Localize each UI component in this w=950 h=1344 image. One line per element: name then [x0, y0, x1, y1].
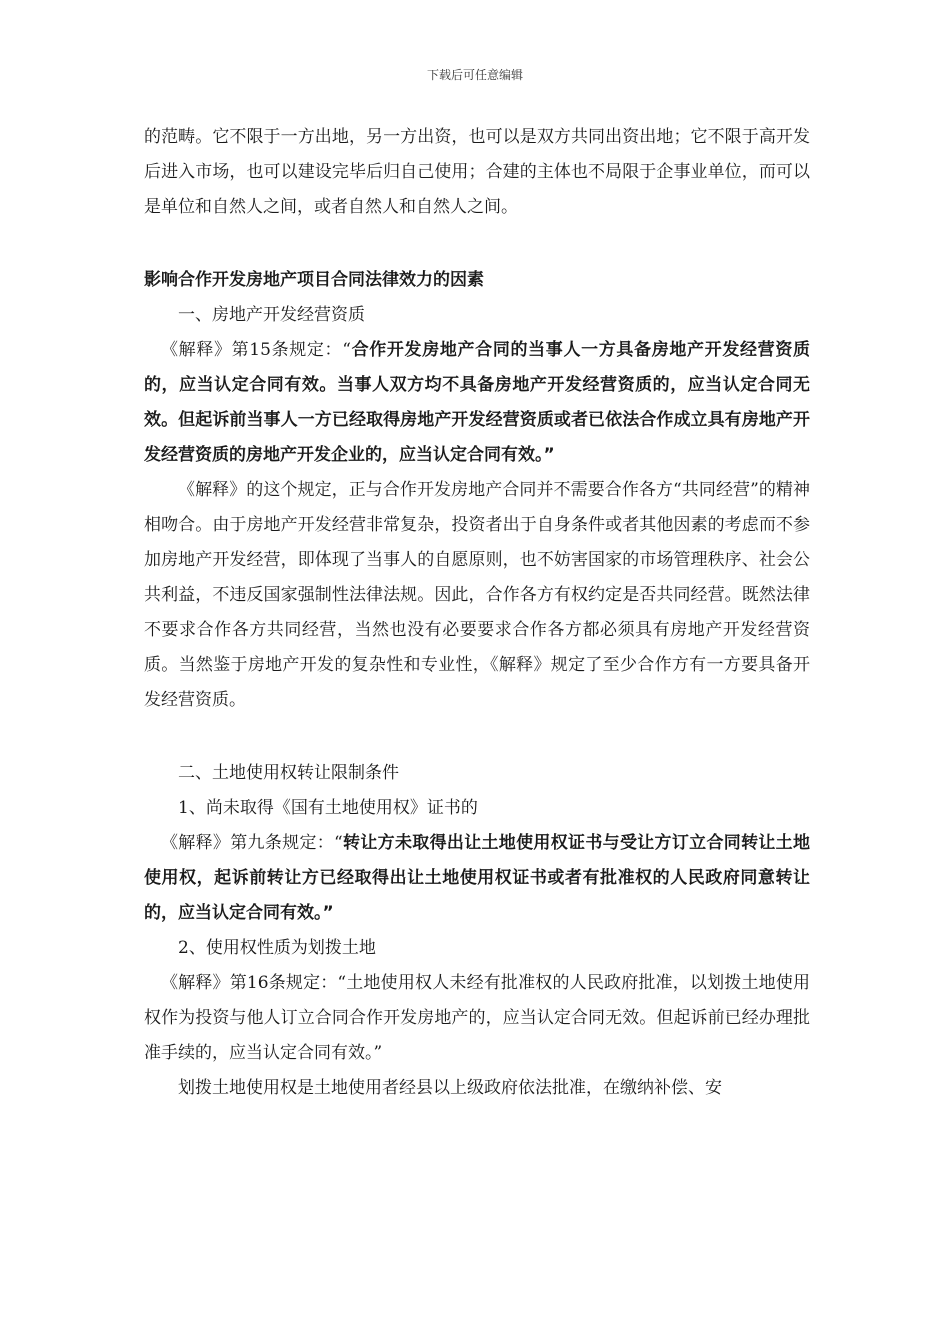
page-header: 下载后可任意编辑: [426, 68, 523, 82]
item-title-allocated-land: 2、使用权性质为划拨土地: [178, 938, 376, 958]
article-9-prefix: 《解释》第九条规定：“: [161, 833, 343, 853]
subsection-title-qualification: 一、房地产开发经营资质: [178, 305, 365, 325]
item-title-no-certificate: 1、尚未取得《国有土地使用权》证书的: [178, 798, 478, 818]
article-9-quote: 转让方未取得出让土地使用权证书与受让方订立合同转让土地使用权，起诉前转让方已经取得出让土地使用权证书或者有批准权的人民政府同意转让的，应当认定合同有效。”: [144, 833, 810, 923]
article-15-prefix: 《解释》第15条规定：“: [161, 340, 351, 360]
paragraph-explanation: 《解释》的这个规定，正与合作开发房地产合同并不需要合作各方“共同经营”的精神相吻合。由于房地产开发经营非常复杂，投资者出于自身条件或者其他因素的考虑而不参加房地产开发经营，即体现了当事人的自愿原则，也不妨害国家的市场管理秩序、社会公共利益，不违反国家强制性法律法规。因此，合作各方有权约定是否共同经营。既然法律不要求合作各方共同经营，当然也没有必要要求合作各方都必须具有房地产开发经营资质。当然鉴于房地产开发的复杂性和专业性，《解释》规定了至少合作方有一方要具备开发经营资质。: [144, 480, 810, 710]
subsection-title-land-transfer: 二、土地使用权转让限制条件: [178, 763, 399, 783]
paragraph-article-9: [144, 826, 810, 931]
paragraph-article-15: [144, 333, 810, 473]
article-15-quote: 合作开发房地产合同的当事人一方具备房地产开发经营资质的，应当认定合同有效。当事人双方均不具备房地产开发经营资质的，应当认定合同无效。但起诉前当事人一方已经取得房地产开发经营资质或者已依法合作成立具有房地产开发经营资质的房地产开发企业的，应当认定合同有效。”: [144, 340, 811, 465]
paragraph-allocated-land-definition: 划拨土地使用权是土地使用者经县以上级政府依法批准，在缴纳补偿、安: [178, 1078, 722, 1098]
paragraph-article-16: 《解释》第16条规定：“土地使用权人未经有批准权的人民政府批准，以划拨土地使用权作为投资与他人订立合同合作开发房地产的，应当认定合同无效。但起诉前已经办理批准手续的，应当认定合同有效。”: [144, 973, 810, 1063]
section-heading: 影响合作开发房地产项目合同法律效力的因素: [144, 270, 484, 290]
document-body: [144, 120, 810, 1106]
paragraph-continuation: 的范畴。它不限于一方出地，另一方出资，也可以是双方共同出资出地；它不限于高开发后进入市场，也可以建设完毕后归自己使用；合建的主体也不局限于企事业单位，而可以是单位和自然人之间，或者自然人和自然人之间。: [144, 127, 810, 217]
